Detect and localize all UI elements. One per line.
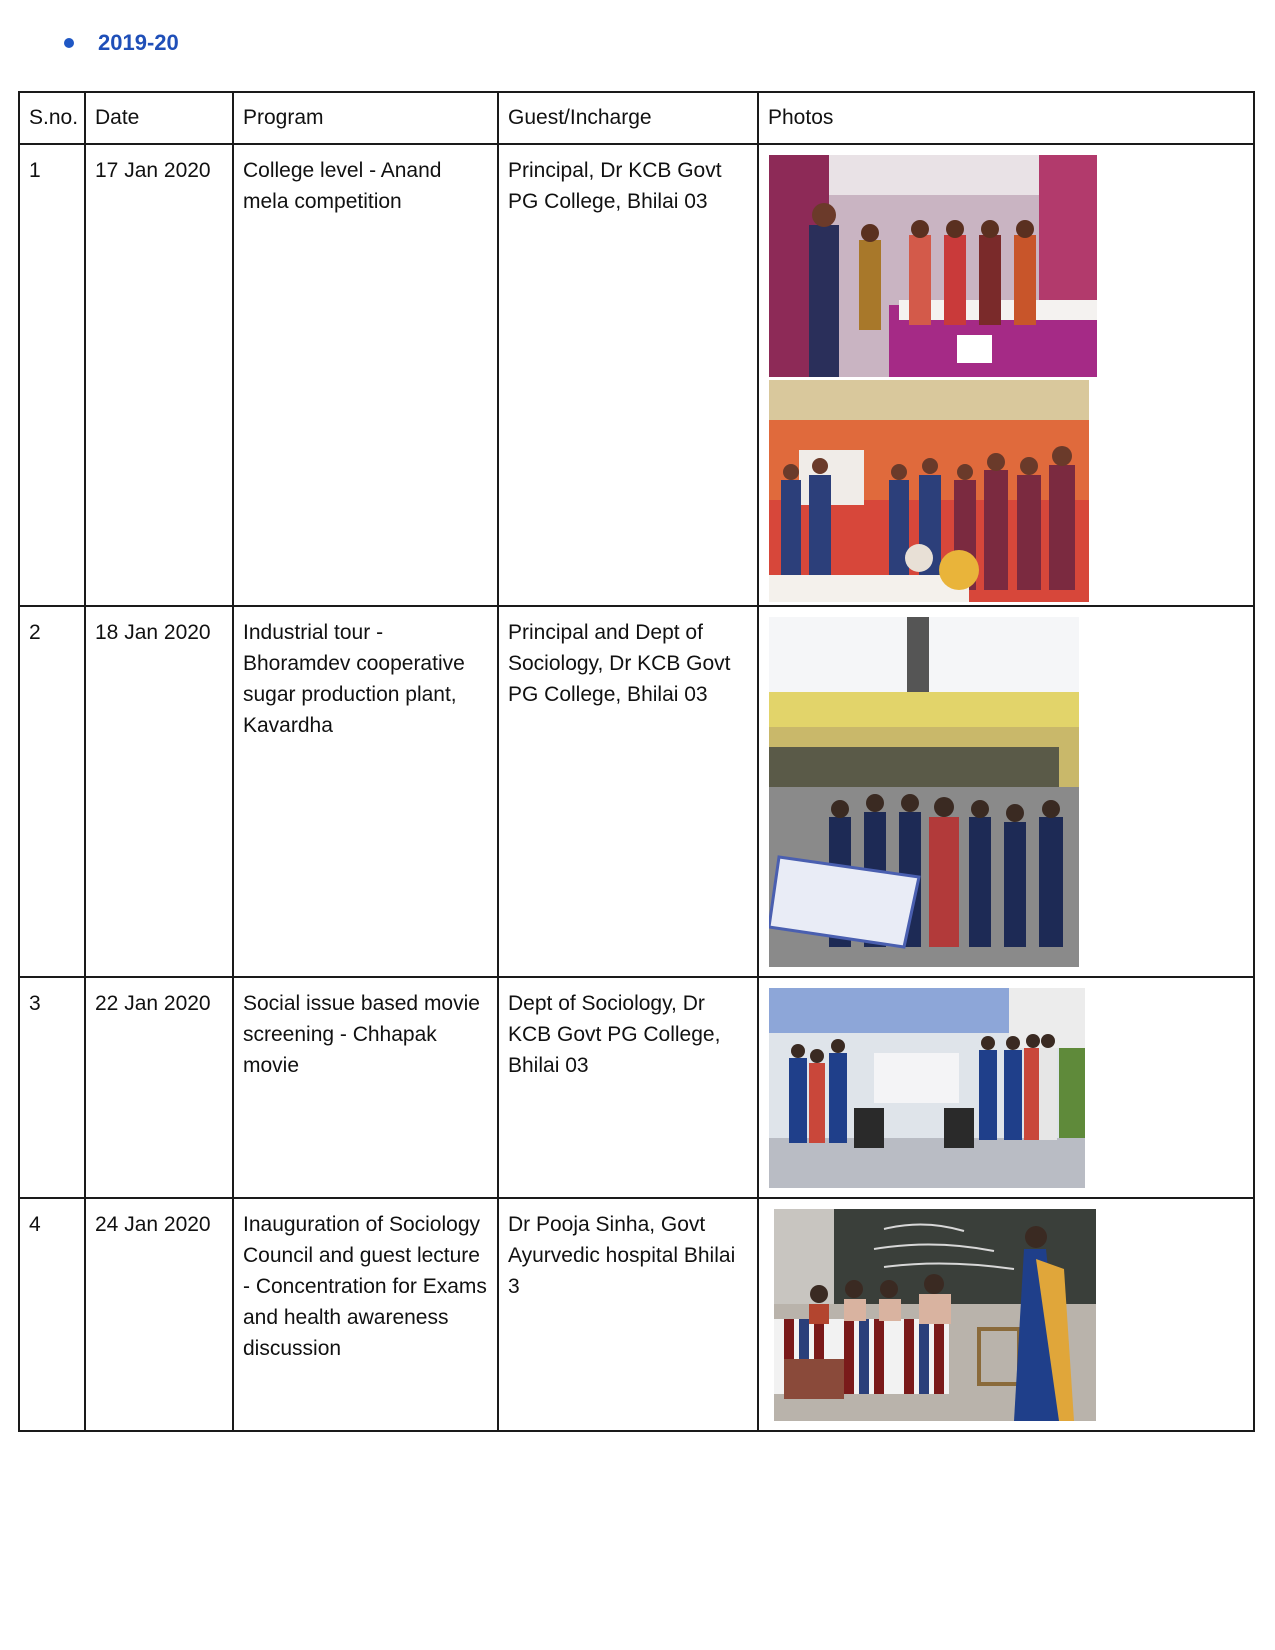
cell-date: 18 Jan 2020 [85,606,233,977]
cinema-group-photo [769,988,1085,1188]
cell-program: Social issue based movie screening - Chhapak movie [233,977,498,1198]
header-program: Program [233,92,498,144]
cell-guest: Dept of Sociology, Dr KCB Govt PG College, Bhilai 03 [498,977,758,1198]
cell-photos [758,1198,1254,1431]
cell-photos [758,977,1254,1198]
header-sno: S.no. [19,92,85,144]
bullet-icon [64,38,74,48]
table-row [19,144,1254,606]
cell-sno: 2 [19,606,85,977]
cell-date: 22 Jan 2020 [85,977,233,1198]
cell-sno: 3 [19,977,85,1198]
cell-guest: Principal and Dept of Sociology, Dr KCB Govt PG College, Bhilai 03 [498,606,758,977]
table-row [19,977,1254,1198]
table-row [19,606,1254,977]
cell-sno: 4 [19,1198,85,1431]
header-date: Date [85,92,233,144]
cell-photos [758,606,1254,977]
stall-group-photo-2 [769,380,1089,602]
cell-program: College level - Anand mela competition [233,144,498,606]
cell-guest: Dr Pooja Sinha, Govt Ayurvedic hospital Bhilai 3 [498,1198,758,1431]
table-header-row [19,92,1254,144]
header-guest: Guest/Incharge [498,92,758,144]
events-table [18,91,1255,1432]
table-row [19,1198,1254,1431]
lecture-classroom-photo [774,1209,1096,1421]
cell-program: Inauguration of Sociology Council and guest lecture - Concentration for Exams and health awareness discussion [233,1198,498,1431]
stall-group-photo [769,155,1097,377]
cell-date: 17 Jan 2020 [85,144,233,606]
cell-program: Industrial tour - Bhoramdev cooperative sugar production plant, Kavardha [233,606,498,977]
cell-guest: Principal, Dr KCB Govt PG College, Bhilai 03 [498,144,758,606]
cell-date: 24 Jan 2020 [85,1198,233,1431]
year-heading: 2019-20 [98,30,179,55]
cell-sno: 1 [19,144,85,606]
section-heading [64,30,179,56]
cell-photos [758,144,1254,606]
sugar-plant-group-photo [769,617,1079,967]
header-photos: Photos [758,92,1254,144]
